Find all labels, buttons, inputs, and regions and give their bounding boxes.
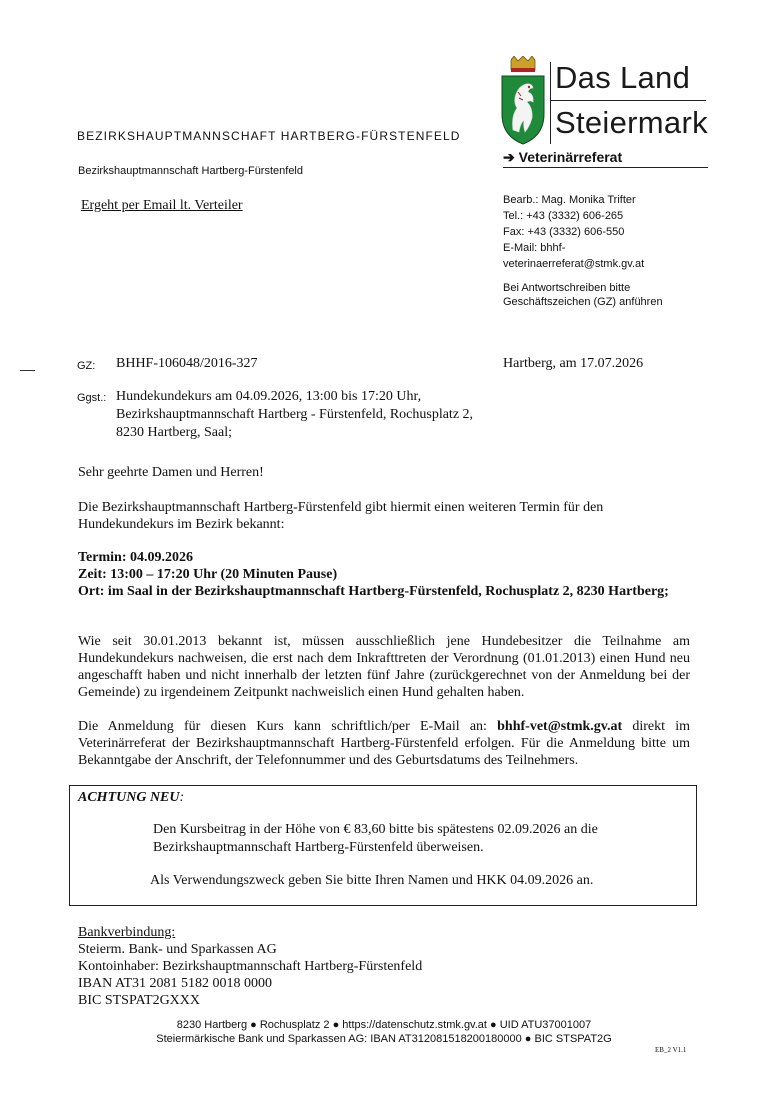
event-date: Termin: 04.09.2026 [78,550,193,565]
authority-heading: BEZIRKSHAUPTMANNSCHAFT HARTBERG-FÜRSTENFELD [77,129,461,143]
department-name: Veterinärreferat [518,149,623,165]
contact-email-label: E-Mail: bhhf- [503,242,566,254]
contact-email[interactable]: veterinaerreferat@stmk.gv.at [503,258,645,270]
intro-paragraph: Die Bezirkshauptmannschaft Hartberg-Fürstenfeld gibt hiermit einen weiteren Termin für den Hundekundekurs im Bezirk bekannt: [78,500,604,532]
event-location: Ort: im Saal in der Bezirkshauptmannschaft Hartberg-Fürstenfeld, Rochusplatz 2, 8230 Hartberg; [78,584,669,599]
letter-date: Hartberg, am 17.07.2026 [503,356,644,371]
reply-note [503,281,713,309]
contact-tel: Tel.: +43 (3332) 606-265 [503,210,624,222]
bank-holder: Kontoinhaber: Bezirkshauptmannschaft Hartberg-Fürstenfeld [78,959,423,974]
subject-line: Bezirkshauptmannschaft Hartberg - Fürstenfeld, Rochusplatz 2, [116,407,474,422]
notice-box [69,785,697,906]
subject-line: 8230 Hartberg, Saal; [116,425,232,440]
notice-fee-text: Den Kursbeitrag in der Höhe von € 83,60 bitte bis spätestens 02.09.2026 an die Bezirkshauptmannschaft Hartberg-Fürstenfeld überweisen. [153,822,598,855]
footer-line2: Steiermärkische Bank und Sparkassen AG: IBAN AT312081518200180000 ● BIC STSPAT2G [156,1033,612,1045]
reply-note-line2: Geschäftszeichen (GZ) anführen [503,296,663,308]
logo-text-line2: Steiermark [555,105,708,140]
event-details [78,549,690,600]
gz-label: GZ: [77,360,96,372]
department-heading [503,149,622,166]
gz-value: BHHF-106048/2016-327 [116,356,258,371]
bank-title: Bankverbindung: [78,925,176,940]
registration-text: direkt im Veterinärreferat der Bezirkshauptmannschaft Hartberg-Fürstenfeld erfolgen. Für die Anmeldung bitte um Bekanntgabe der Anschrift, der Telefonnummer und des Geburtsdatums des Teilnehmers. [78,719,691,768]
footer-line1: 8230 Hartberg ● Rochusplatz 2 ● https://datenschutz.stmk.gv.at ● UID ATU37001007 [176,1019,592,1031]
reply-note-line1: Bei Antwortschreiben bitte [503,282,631,294]
bank-bic: BIC STSPAT2GXXX [78,993,201,1008]
department-divider [503,167,708,168]
contact-clerk: Bearb.: Mag. Monika Trifter [503,194,636,206]
notice-title: ACHTUNG NEU: [78,790,185,805]
logo-divider-vertical [550,62,551,144]
das-land-steiermark-logo [499,56,709,146]
registration-email-link[interactable]: bhhf-vet@stmk.gv.at [497,719,623,734]
page-footer [0,1018,768,1046]
sender-line: Bezirkshauptmannschaft Hartberg-Fürstenfeld [78,165,303,177]
bank-name: Steierm. Bank- und Sparkassen AG [78,942,277,957]
arrow-right-icon: ➔ [503,149,515,165]
salutation: Sehr geehrte Damen und Herren! [78,465,264,480]
bank-iban: IBAN AT31 2081 5182 0018 0000 [78,976,273,991]
logo-divider-horizontal [550,100,706,101]
contact-fax: Fax: +43 (3332) 606-550 [503,226,625,238]
subject-text [116,388,506,442]
fold-mark [20,370,35,371]
registration-paragraph [78,718,690,769]
contact-block [503,192,713,272]
subject-line: Hundekundekurs am 04.09.2026, 13:00 bis 17:20 Uhr, [116,389,422,404]
steiermark-coat-of-arms-icon [499,56,547,146]
subject-label: Ggst.: [77,392,107,404]
event-time: Zeit: 13:00 – 17:20 Uhr (20 Minuten Pause) [78,567,338,582]
form-version: EB_2 V1.1 [655,1046,687,1054]
notice-reference-text: Als Verwendungszweck geben Sie bitte Ihren Namen und HKK 04.09.2026 an. [150,873,594,888]
logo-text-line1: Das Land [555,60,691,95]
eligibility-paragraph: Wie seit 30.01.2013 bekannt ist, müssen ausschließlich jene Hundebesitzer die Teilnahme am Hundekundekurs nachweisen, die erst nach dem Inkrafttreten der Verordnung (01.01.2013) einen Hund neu angeschafft haben und nicht innerhalb der letzten fünf Jahre (zurückgerechnet von der Anmeldung bei der Gemeinde) zu irgendeinem Zeitpunkt nachweislich einen Hund gehalten haben. [78,634,690,700]
registration-text: Die Anmeldung für diesen Kurs kann schriftlich/per E-Mail an: [78,719,498,734]
bank-details [78,924,422,1009]
dispatch-note: Ergeht per Email lt. Verteiler [81,198,243,213]
